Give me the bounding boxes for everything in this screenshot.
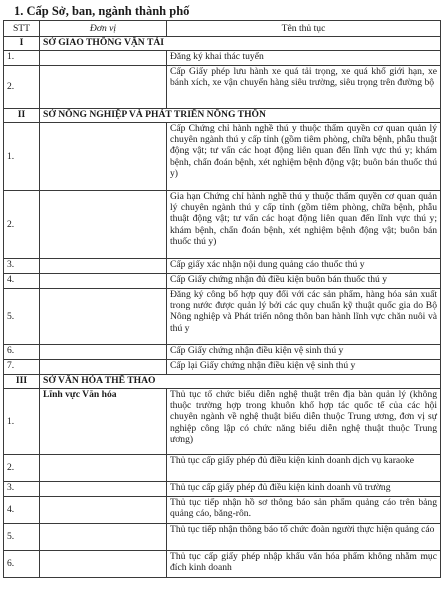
header-unit: Đơn vị — [40, 21, 167, 37]
table-row — [4, 497, 441, 524]
table-row — [4, 123, 441, 191]
table-row — [4, 191, 441, 259]
table-row — [4, 360, 441, 375]
row-unit — [40, 482, 167, 497]
row-procedure: Cấp Giấy chứng nhận đủ điều kiện buôn bán thuốc thú y — [167, 274, 441, 289]
row-procedure: Thủ tục cấp giấy phép nhập khẩu văn hóa phẩm không nhằm mục đích kinh doanh — [167, 551, 441, 578]
row-procedure: Thủ tục cấp giấy phép đủ điều kiện kinh doanh dịch vụ karaoke — [167, 455, 441, 482]
section-row — [4, 109, 441, 123]
section-roman: I — [4, 37, 40, 51]
table-row — [4, 389, 441, 455]
header-stt: STT — [4, 21, 40, 37]
row-number: 3. — [4, 482, 40, 497]
row-procedure: Cấp lại Giấy chứng nhận điều kiện vệ sinh thú y — [167, 360, 441, 375]
header-procedure: Tên thủ tục — [167, 21, 441, 37]
row-unit — [40, 497, 167, 524]
table-row — [4, 289, 441, 345]
row-procedure: Cấp Giấy chứng nhận điều kiện vệ sinh thú y — [167, 345, 441, 360]
row-procedure: Thủ tục tiếp nhận thông báo tổ chức đoàn người thực hiện quảng cáo — [167, 524, 441, 551]
section-title: SỞ VĂN HÓA THỂ THAO — [40, 375, 441, 389]
table-row — [4, 345, 441, 360]
table-row — [4, 482, 441, 497]
row-number: 1. — [4, 123, 40, 191]
table-row — [4, 274, 441, 289]
section-title: SỞ NÔNG NGHIỆP VÀ PHÁT TRIỂN NÔNG THÔN — [40, 109, 441, 123]
row-number: 1. — [4, 389, 40, 455]
row-procedure: Cấp giấy xác nhận nội dung quảng cáo thuốc thú y — [167, 259, 441, 274]
row-unit — [40, 289, 167, 345]
section-heading: 1. Cấp Sở, ban, ngành thành phố — [14, 4, 190, 18]
table-row — [4, 524, 441, 551]
row-number: 2. — [4, 191, 40, 259]
row-unit — [40, 259, 167, 274]
row-procedure: Đăng ký khai thác tuyến — [167, 51, 441, 66]
row-unit: Lĩnh vực Văn hóa — [40, 389, 167, 455]
row-number: 3. — [4, 259, 40, 274]
row-number: 2. — [4, 66, 40, 109]
row-procedure: Thủ tục tiếp nhận hồ sơ thông báo sản phẩm quảng cáo trên bảng quảng cáo, băng-rôn. — [167, 497, 441, 524]
row-number: 4. — [4, 274, 40, 289]
row-procedure: Đăng ký công bố hợp quy đối với các sản phẩm, hàng hóa sản xuất trong nước được quản lý bởi các quy chuẩn kỹ thuật quốc gia do Bộ Nông nghiệp và Phát triển nông thôn ban hành lĩnh vực chăn nuôi và thú y — [167, 289, 441, 345]
row-number: 2. — [4, 455, 40, 482]
section-row — [4, 37, 441, 51]
row-unit — [40, 274, 167, 289]
table-row — [4, 551, 441, 578]
row-procedure: Thủ tục tổ chức biểu diễn nghệ thuật trên địa bàn quản lý (không thuộc trường hợp trong khuôn khổ hợp tác quốc tế của các hội chuyên ngành về nghệ thuật biểu diễn thuộc Trung ương, đơn vị sự nghiệp công lập có chức năng biểu diễn nghệ thuật thuộc Trung ương) — [167, 389, 441, 455]
row-unit — [40, 524, 167, 551]
section-roman: II — [4, 109, 40, 123]
row-unit — [40, 123, 167, 191]
row-unit — [40, 551, 167, 578]
section-title: SỞ GIAO THÔNG VẬN TẢI — [40, 37, 441, 51]
row-number: 1. — [4, 51, 40, 66]
table-row — [4, 51, 441, 66]
row-number: 4. — [4, 497, 40, 524]
table-row — [4, 66, 441, 109]
row-unit — [40, 455, 167, 482]
section-row — [4, 375, 441, 389]
table-header-row — [4, 21, 441, 37]
row-unit — [40, 191, 167, 259]
row-unit — [40, 360, 167, 375]
table-row — [4, 455, 441, 482]
row-unit — [40, 51, 167, 66]
section-roman: III — [4, 375, 40, 389]
row-number: 7. — [4, 360, 40, 375]
row-procedure: Gia hạn Chứng chỉ hành nghề thú y thuộc thẩm quyền cơ quan quản lý chuyên ngành thú y cấp tỉnh (gồm tiêm phòng, chữa bệnh, phẫu thuật động vật; tư vấn các hoạt động liên quan đến lĩnh vực thú y; khám bệnh, chẩn đoán bệnh, xét nghiệm bệnh động vật; buôn bán thuốc thú y) — [167, 191, 441, 259]
row-procedure: Cấp Giấy phép lưu hành xe quá tải trọng, xe quá khổ giới hạn, xe bánh xích, xe vận chuyển hàng siêu trường, siêu trọng trên đường bộ — [167, 66, 441, 109]
row-number: 5. — [4, 524, 40, 551]
row-unit — [40, 345, 167, 360]
table-row — [4, 259, 441, 274]
row-number: 6. — [4, 551, 40, 578]
row-procedure: Thủ tục cấp giấy phép đủ điều kiện kinh doanh vũ trường — [167, 482, 441, 497]
row-procedure: Cấp Chứng chỉ hành nghề thú y thuộc thẩm quyền cơ quan quản lý chuyên ngành thú y cấp tỉnh (gồm tiêm phòng, chữa bệnh, phẫu thuật động vật; tư vấn các hoạt động liên quan đến lĩnh vực thú y; khám bệnh, chẩn đoán bệnh, xét nghiệm bệnh động vật; buôn bán thuốc thú y) — [167, 123, 441, 191]
row-number: 5. — [4, 289, 40, 345]
procedures-table — [3, 20, 441, 578]
row-unit — [40, 66, 167, 109]
row-number: 6. — [4, 345, 40, 360]
